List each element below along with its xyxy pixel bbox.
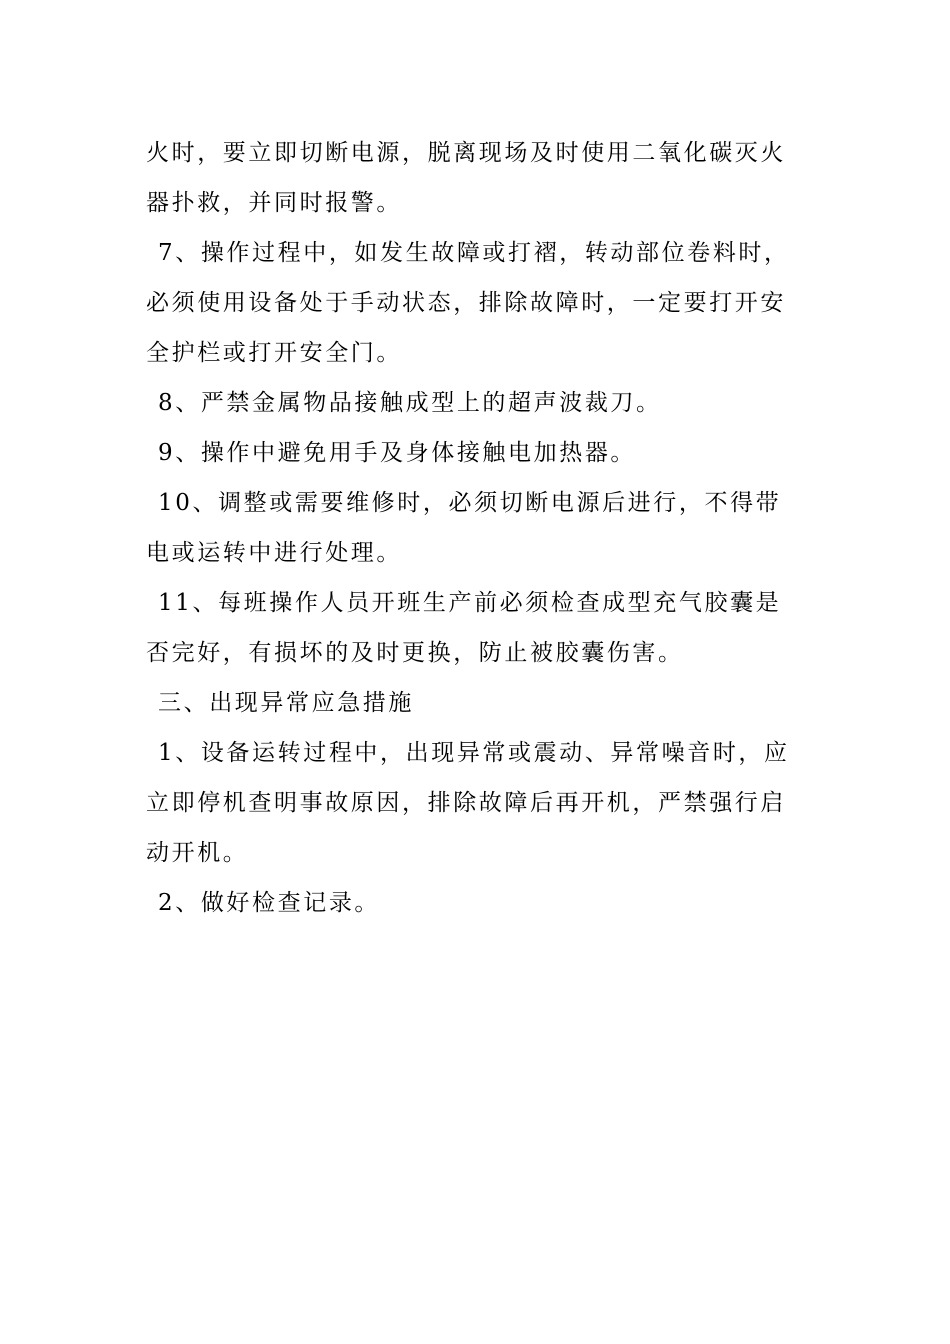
- paragraph-fire-continuation: 火时，要立即切断电源，脱离现场及时使用二氧化碳灭火器扑救，并同时报警。: [146, 140, 786, 216]
- paragraph-item-7: 7、操作过程中，如发生故障或打褶，转动部位卷料时，必须使用设备处于手动状态，排除故障时，一定要打开安全护栏或打开安全门。: [146, 240, 790, 366]
- paragraph-emergency-1: 1、设备运转过程中，出现异常或震动、异常噪音时，应立即停机查明事故原因，排除故障后再开机，严禁强行启动开机。: [146, 740, 790, 866]
- document-body: [146, 128, 806, 928]
- paragraph-emergency-2: 2、做好检查记录。: [158, 890, 381, 916]
- paragraph-item-11: 11、每班操作人员开班生产前必须检查成型充气胶囊是否完好，有损坏的及时更换，防止被胶囊伤害。: [146, 590, 782, 666]
- paragraph-item-9: 9、操作中避免用手及身体接触电加热器。: [158, 440, 637, 466]
- paragraph-item-8: 8、严禁金属物品接触成型上的超声波裁刀。: [158, 390, 662, 416]
- section-heading-emergency: 三、出现异常应急措施: [158, 690, 414, 716]
- paragraph-item-10: 10、调整或需要维修时，必须切断电源后进行，不得带电或运转中进行处理。: [146, 490, 782, 566]
